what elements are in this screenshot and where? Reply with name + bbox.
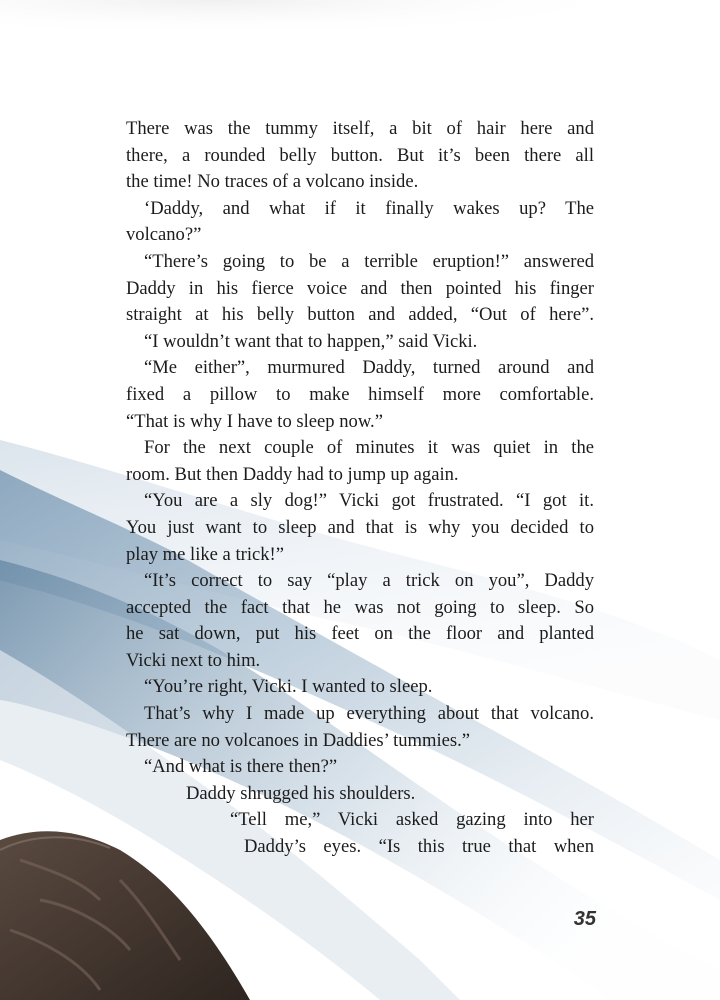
text-line: Daddy in his fierce voice and then pointed his finger: [126, 277, 594, 299]
text-line: “I wouldn’t want that to happen,” said Vicki.: [144, 330, 478, 352]
text-line: There are no volcanoes in Daddies’ tummies.”: [126, 729, 471, 751]
text-line: Vicki next to him.: [126, 649, 261, 671]
text-line: there, a rounded belly button. But it’s been there all: [126, 144, 594, 166]
text-line: “You’re right, Vicki. I wanted to sleep.: [144, 676, 433, 698]
text-line: “You are a sly dog!” Vicki got frustrated. “I got it.: [144, 490, 594, 512]
text-line: For the next couple of minutes it was quiet in the: [144, 437, 594, 459]
text-line: play me like a trick!”: [126, 543, 284, 565]
text-line: room. But then Daddy had to jump up again.: [126, 463, 459, 485]
text-line: fixed a pillow to make himself more comfortable.: [126, 383, 594, 405]
text-line: There was the tummy itself, a bit of hair here and: [126, 118, 594, 139]
text-line: accepted the fact that he was not going to sleep. So: [126, 596, 594, 618]
text-line: “There’s going to be a terrible eruption!” answered: [144, 250, 594, 272]
page-number: 35: [573, 908, 596, 930]
text-line: Daddy shrugged his shoulders.: [186, 782, 416, 804]
text-line: “Tell me,” Vicki asked gazing into her: [230, 809, 594, 831]
text-line: “That is why I have to sleep now.”: [126, 410, 383, 432]
text-line: You just want to sleep and that is why you decided to: [126, 516, 594, 538]
text-line: “It’s correct to say “play a trick on you”, Daddy: [144, 570, 594, 592]
text-line: the time! No traces of a volcano inside.: [126, 171, 419, 193]
text-line: Daddy’s eyes. “Is this true that when: [244, 836, 594, 858]
text-line: he sat down, put his feet on the floor and planted: [126, 623, 594, 645]
text-line: volcano?”: [126, 224, 202, 246]
text-line: That’s why I made up everything about that volcano.: [144, 703, 594, 725]
story-text: [126, 116, 594, 861]
text-line: “And what is there then?”: [144, 756, 338, 778]
text-line: straight at his belly button and added, “Out of here”.: [126, 304, 594, 326]
text-line: “Me either”, murmured Daddy, turned around and: [144, 357, 594, 379]
text-line: ‘Daddy, and what if it finally wakes up? The: [144, 197, 594, 219]
